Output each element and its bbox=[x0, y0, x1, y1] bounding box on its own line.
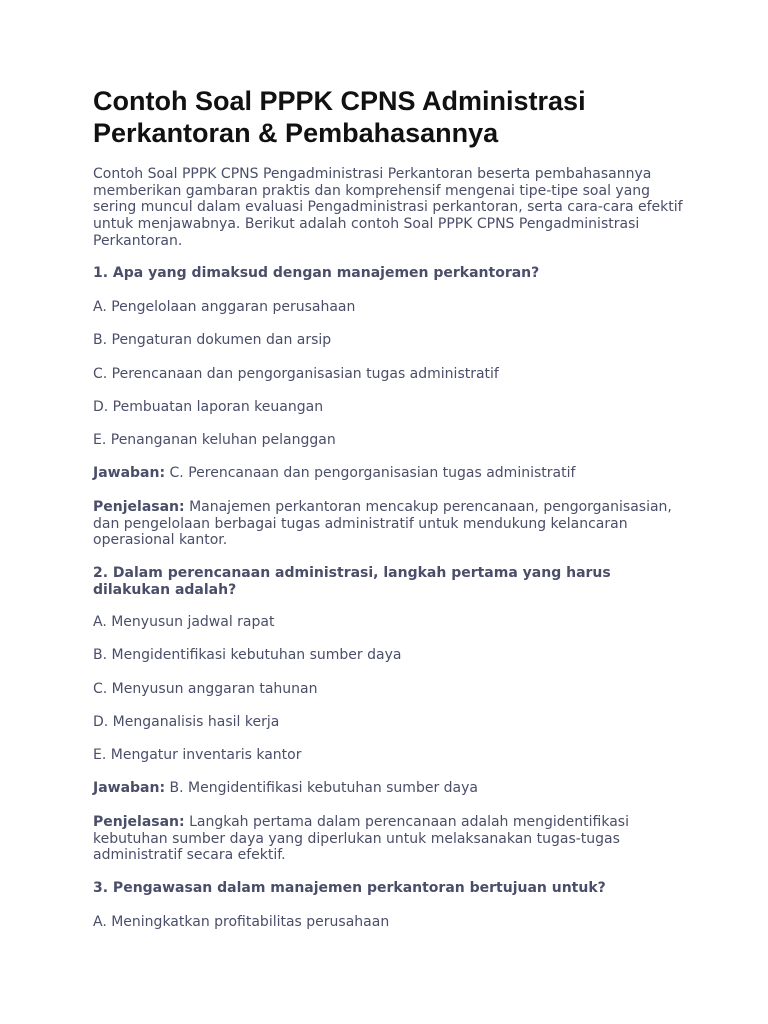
page-title: Contoh Soal PPPK CPNS Administrasi Perkantoran & Pembahasannya bbox=[93, 86, 586, 148]
answer-label: Jawaban: bbox=[93, 780, 166, 796]
q2-answer bbox=[93, 780, 683, 797]
explanation-label: Penjelasan: bbox=[93, 814, 185, 830]
q1-explanation bbox=[93, 499, 683, 549]
explanation-label: Penjelasan: bbox=[93, 499, 185, 515]
answer-label: Jawaban: bbox=[93, 465, 166, 481]
question-2: 2. Dalam perencanaan administrasi, langkah pertama yang harus dilakukan adalah? bbox=[93, 565, 611, 598]
question-1: 1. Apa yang dimaksud dengan manajemen perkantoran? bbox=[93, 265, 540, 281]
q2-explanation-text: Langkah pertama dalam perencanaan adalah mengidentifikasi kebutuhan sumber daya yang diperlukan untuk melaksanakan tugas-tugas administratif secara efektif. bbox=[93, 814, 629, 864]
q3-option-a: A. Meningkatkan profitabilitas perusahaan bbox=[93, 914, 390, 930]
q2-explanation bbox=[93, 814, 683, 864]
q2-option-e: E. Mengatur inventaris kantor bbox=[93, 747, 302, 763]
q1-option-d: D. Pembuatan laporan keuangan bbox=[93, 399, 324, 415]
intro-paragraph: Contoh Soal PPPK CPNS Pengadministrasi Perkantoran beserta pembahasannya memberikan gambaran praktis dan komprehensif mengenai tipe-tipe soal yang sering muncul dalam evaluasi Pengadministrasi perkantoran, serta cara-cara efektif untuk menjawabnya. Berikut adalah contoh Soal PPPK CPNS Pengadministrasi Perkantoran. bbox=[93, 166, 683, 249]
q1-answer-text: C. Perencanaan dan pengorganisasian tugas administratif bbox=[169, 465, 576, 481]
question-3: 3. Pengawasan dalam manajemen perkantoran bertujuan untuk? bbox=[93, 880, 606, 896]
q2-answer-text: B. Mengidentifikasi kebutuhan sumber daya bbox=[169, 780, 478, 796]
q1-option-a: A. Pengelolaan anggaran perusahaan bbox=[93, 299, 356, 315]
q1-option-c: C. Perencanaan dan pengorganisasian tugas administratif bbox=[93, 366, 499, 382]
q2-option-a: A. Menyusun jadwal rapat bbox=[93, 614, 275, 630]
q2-option-b: B. Mengidentifikasi kebutuhan sumber daya bbox=[93, 647, 402, 663]
q2-option-c: C. Menyusun anggaran tahunan bbox=[93, 681, 318, 697]
q2-option-d: D. Menganalisis hasil kerja bbox=[93, 714, 280, 730]
q1-answer bbox=[93, 465, 683, 482]
q1-option-b: B. Pengaturan dokumen dan arsip bbox=[93, 332, 332, 348]
q1-explanation-text: Manajemen perkantoran mencakup perencanaan, pengorganisasian, dan pengelolaan berbagai tugas administratif untuk mendukung kelancaran operasional kantor. bbox=[93, 499, 672, 549]
q1-option-e: E. Penanganan keluhan pelanggan bbox=[93, 432, 336, 448]
